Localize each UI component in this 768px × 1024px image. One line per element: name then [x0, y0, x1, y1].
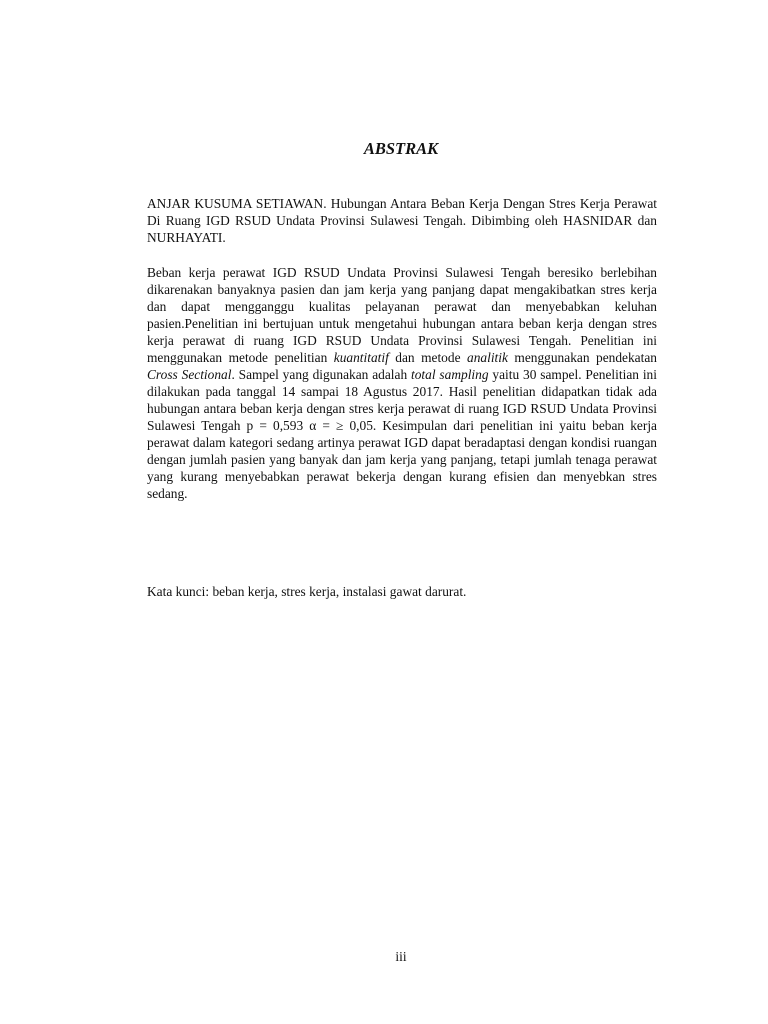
- abstract-italic-analitik: analitik: [467, 350, 508, 365]
- abstract-text-2: dan metode: [395, 350, 461, 365]
- abstract-text-5: yaitu 30 sampel. Penelitian ini dilakukan pada tanggal 14 sampai 18 Agustus 2017. Hasil penelitian didapatkan tidak ada hubungan antara beban kerja dengan stres kerja perawat di ruang IGD RSUD Undata Provinsi Sulawesi Tengah p = 0,593 α = ≥ 0,05. Kesimpulan dari penelitian ini yaitu beban kerja perawat dalam kategori sedang artinya perawat IGD dapat beradaptasi dengan kondisi ruangan dengan jumlah pasien yang banyak dan jam kerja yang panjang, tetapi jumlah tenaga perawat yang kurang menyebabkan perawat bekerja dengan kurang efisien dan menyebkan stres sedang.: [147, 367, 657, 501]
- abstract-italic-total-sampling: total sampling: [411, 367, 489, 382]
- citation-work-title: Hubungan Antara Beban Kerja Dengan Stres Kerja Perawat Di Ruang IGD RSUD Undata Provinsi Sulawesi Tengah.: [147, 196, 657, 228]
- abstract-italic-cross-sectional: Cross Sectional: [147, 367, 232, 382]
- citation-paragraph: [147, 195, 657, 246]
- abstract-body-paragraph: [147, 264, 657, 502]
- abstract-text-3: menggunakan pendekatan: [514, 350, 657, 365]
- citation-supervisors: Dibimbing oleh HASNIDAR dan NURHAYATI.: [147, 213, 657, 245]
- page-number: iii: [395, 949, 407, 964]
- abstract-title: ABSTRAK: [363, 139, 439, 158]
- abstract-text-4: . Sampel yang digunakan adalah: [231, 367, 408, 382]
- abstract-italic-kuantitatif: kuantitatif: [333, 350, 389, 365]
- keywords-line: Kata kunci: beban kerja, stres kerja, instalasi gawat darurat.: [147, 584, 467, 599]
- abstract-text-1: Beban kerja perawat IGD RSUD Undata Provinsi Sulawesi Tengah beresiko berlebihan dikarenakan banyaknya pasien dan jam kerja yang panjang dapat mengakibatkan stres kerja dan dapat mengganggu kualitas pelayanan perawat dan menyebabkan keluhan pasien.Penelitian ini bertujuan untuk mengetahui hubungan antara beban kerja dengan stres kerja perawat di ruang IGD RSUD Undata Provinsi Sulawesi Tengah. Penelitian ini menggunakan metode penelitian: [147, 265, 657, 365]
- citation-authors: ANJAR KUSUMA SETIAWAN.: [147, 196, 327, 211]
